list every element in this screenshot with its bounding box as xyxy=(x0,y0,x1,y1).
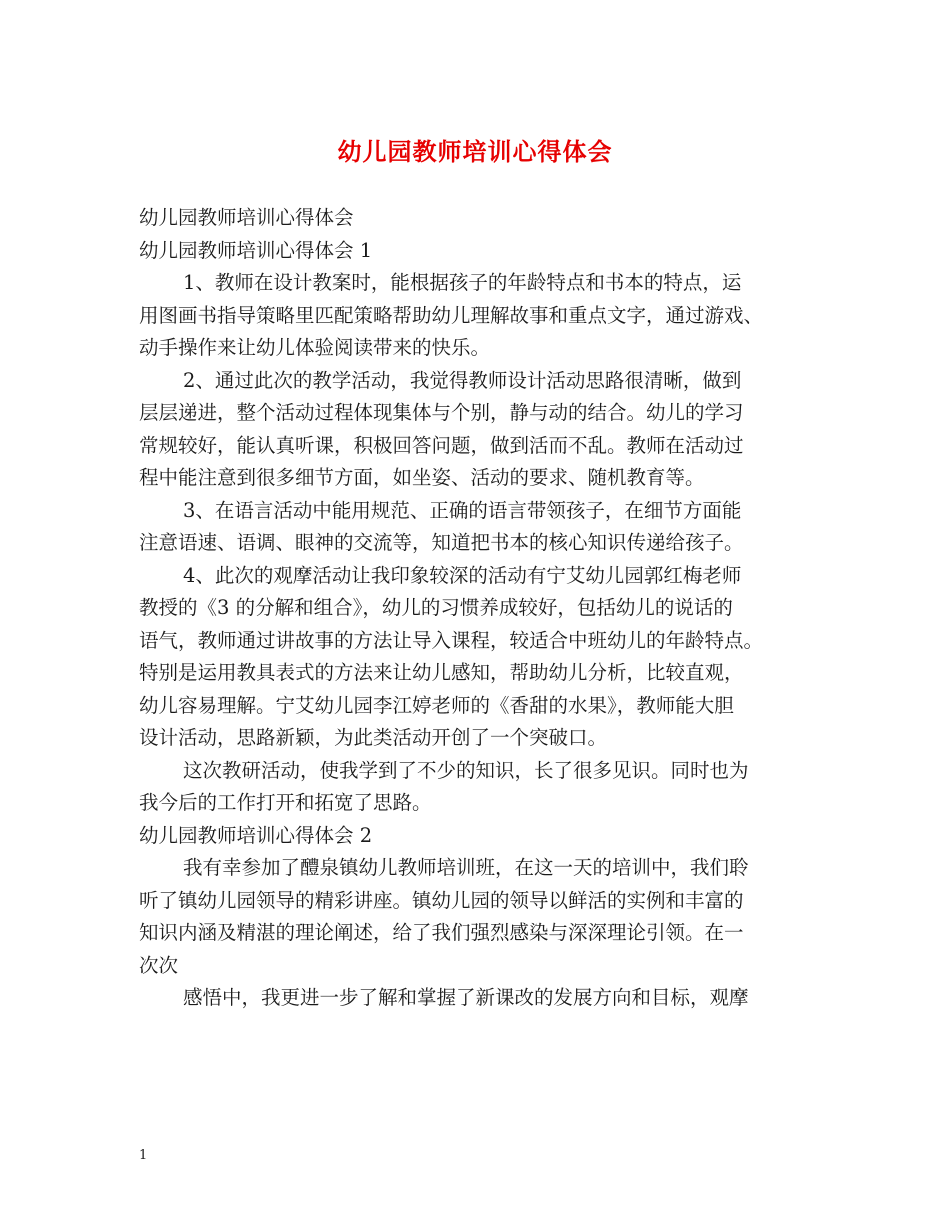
body-line: 设计活动，思路新颖，为此类活动开创了一个突破口。 xyxy=(139,726,608,749)
body-line: 注意语速、语调、眼神的交流等，知道把书本的核心知识传递给孩子。 xyxy=(139,531,744,554)
document-title: 幼儿园教师培训心得体会 xyxy=(337,137,613,166)
body-line: 3、在语言活动中能用规范、正确的语言带领孩子，在细节方面能 xyxy=(183,498,742,522)
body-line: 教授的《3 的分解和组合》，幼儿的习惯养成较好，包括幼儿的说话的 xyxy=(139,596,733,619)
body-line: 幼儿园教师培训心得体会 1 xyxy=(139,238,373,262)
body-line: 2、通过此次的教学活动，我觉得教师设计活动思路很清晰，做到 xyxy=(183,368,742,392)
body-line: 知识内涵及精湛的理论阐述，给了我们强烈感染与深深理论引领。在一 xyxy=(139,921,744,944)
page-number: 1 xyxy=(139,1148,148,1163)
body-line: 程中能注意到很多细节方面，如坐姿、活动的要求、随机教育等。 xyxy=(139,466,705,489)
body-line: 语气，教师通过讲故事的方法让导入课程，较适合中班幼儿的年龄特点。 xyxy=(139,628,764,652)
body-line: 我今后的工作打开和拓宽了思路。 xyxy=(139,791,432,814)
body-line: 4、此次的观摩活动让我印象较深的活动有宁艾幼儿园郭红梅老师 xyxy=(183,563,742,587)
body-line: 1、教师在设计教案时，能根据孩子的年龄特点和书本的特点，运 xyxy=(183,271,742,294)
body-line: 听了镇幼儿园领导的精彩讲座。镇幼儿园的领导以鲜活的实例和丰富的 xyxy=(139,888,744,912)
body-line: 层层递进，整个活动过程体现集体与个别，静与动的结合。幼儿的学习 xyxy=(139,401,744,424)
body-line: 幼儿园教师培训心得体会 xyxy=(139,206,354,229)
body-line: 我有幸参加了醴泉镇幼儿教师培训班，在这一天的培训中，我们聆 xyxy=(183,856,749,879)
body-line: 次次 xyxy=(139,953,179,977)
body-line: 常规较好，能认真听课，积极回答问题，做到活而不乱。教师在活动过 xyxy=(139,433,744,457)
body-line: 动手操作来让幼儿体验阅读带来的快乐。 xyxy=(139,336,491,359)
body-line: 用图画书指导策略里匹配策略帮助幼儿理解故事和重点文字，通过游戏、 xyxy=(139,303,764,327)
document-body xyxy=(139,202,815,1015)
body-line: 幼儿园教师培训心得体会 2 xyxy=(139,823,373,847)
body-line: 这次教研活动，使我学到了不少的知识，长了很多见识。同时也为 xyxy=(183,758,749,782)
body-line: 特别是运用教具表式的方法来让幼儿感知，帮助幼儿分析，比较直观， xyxy=(139,661,744,684)
body-line: 幼儿容易理解。宁艾幼儿园李江婷老师的《香甜的水果》，教师能大胆 xyxy=(139,693,734,717)
body-line: 感悟中，我更进一步了解和掌握了新课改的发展方向和目标，观摩 xyxy=(183,986,749,1009)
